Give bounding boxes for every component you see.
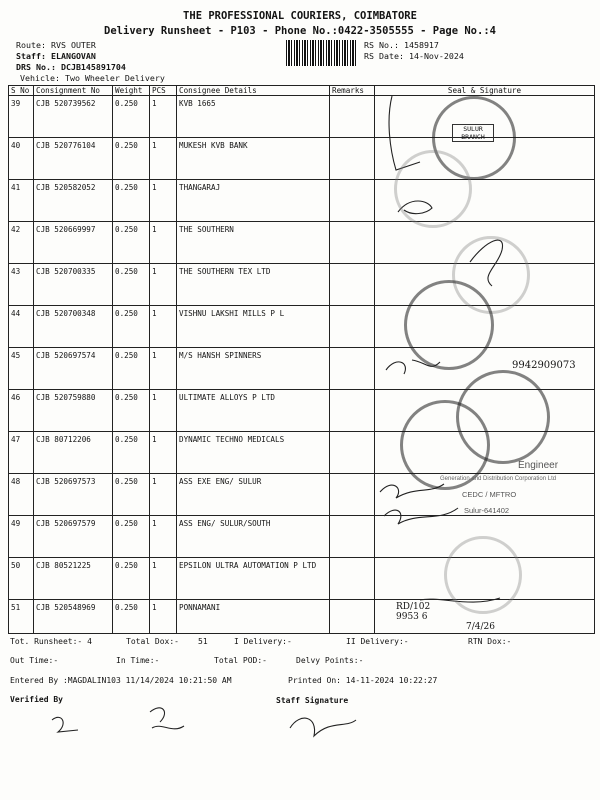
cell-sno: 48 <box>9 474 34 516</box>
staff-signature-label: Staff Signature <box>276 696 349 705</box>
cell-pcs: 1 <box>150 222 177 264</box>
cell-consignment: CJB 520697579 <box>34 516 113 558</box>
cell-weight: 0.250 <box>113 600 150 634</box>
cell-weight: 0.250 <box>113 180 150 222</box>
cell-sno: 40 <box>9 138 34 180</box>
cell-consignment: CJB 520669997 <box>34 222 113 264</box>
cell-sno: 50 <box>9 558 34 600</box>
col-remarks: Remarks <box>330 86 375 96</box>
cell-consignee: THE SOUTHERN <box>177 222 330 264</box>
cell-sno: 44 <box>9 306 34 348</box>
stamp-sulur-pin: Sulur-641402 <box>464 506 510 515</box>
cell-weight: 0.250 <box>113 432 150 474</box>
verified-signature-icon <box>150 708 184 729</box>
cell-pcs: 1 <box>150 390 177 432</box>
cell-pcs: 1 <box>150 138 177 180</box>
cell-weight: 0.250 <box>113 264 150 306</box>
cell-pcs: 1 <box>150 516 177 558</box>
delvy-points: Delvy Points:- <box>296 656 364 665</box>
col-seal-signature: Seal & Signature <box>375 86 595 96</box>
col-consignment: Consignment No <box>34 86 113 96</box>
rtn-dox: RTN Dox:- <box>468 637 512 646</box>
faint-stamp-icon <box>444 536 522 614</box>
stamp-engineer: Engineer <box>518 460 559 471</box>
cell-pcs: 1 <box>150 558 177 600</box>
drs-label: DRS No.: DCJB145891704 <box>16 62 126 72</box>
faint-stamp-icon <box>394 150 472 228</box>
cell-pcs: 1 <box>150 96 177 138</box>
printed-on: Printed On: 14-11-2024 10:22:27 <box>288 676 438 685</box>
col-weight: Weight <box>113 86 150 96</box>
cell-consignee: ULTIMATE ALLOYS P LTD <box>177 390 330 432</box>
cell-weight: 0.250 <box>113 138 150 180</box>
cell-weight: 0.250 <box>113 348 150 390</box>
cell-consignment: CJB 520697573 <box>34 474 113 516</box>
cell-consignment: CJB 80712206 <box>34 432 113 474</box>
cell-sno: 51 <box>9 600 34 634</box>
col-pcs: PCS <box>150 86 177 96</box>
cell-sno: 42 <box>9 222 34 264</box>
staff-signature-icon <box>290 718 356 736</box>
cell-sno: 47 <box>9 432 34 474</box>
cell-weight: 0.250 <box>113 306 150 348</box>
cell-consignment: CJB 520700348 <box>34 306 113 348</box>
cell-weight: 0.250 <box>113 474 150 516</box>
cell-consignee: ASS EXE ENG/ SULUR <box>177 474 330 516</box>
rs-date: RS Date: 14-Nov-2024 <box>364 51 464 61</box>
cell-consignee: PONNAMANI <box>177 600 330 634</box>
cell-consignee: MUKESH KVB BANK <box>177 138 330 180</box>
cell-weight: 0.250 <box>113 390 150 432</box>
stamp-corporation: Generation and Distribution Corporation Ltd <box>440 476 557 482</box>
signature-stroke-icon <box>384 508 458 524</box>
col-sno: S No <box>9 86 34 96</box>
cell-sno: 39 <box>9 96 34 138</box>
total-runsheet: Tot. Runsheet:- 4 <box>10 637 92 646</box>
cell-consignee: VISHNU LAKSHI MILLS P L <box>177 306 330 348</box>
vehicle-label: Vehicle: Two Wheeler Delivery <box>20 73 165 83</box>
cell-sno: 46 <box>9 390 34 432</box>
cell-pcs: 1 <box>150 180 177 222</box>
cell-pcs: 1 <box>150 600 177 634</box>
cell-consignment: CJB 520548969 <box>34 600 113 634</box>
cell-pcs: 1 <box>150 306 177 348</box>
cell-consignment: CJB 80521225 <box>34 558 113 600</box>
cell-consignment: CJB 520759880 <box>34 390 113 432</box>
verified-signature-icon <box>52 717 78 732</box>
cell-consignment: CJB 520697574 <box>34 348 113 390</box>
col-consignee: Consignee Details <box>177 86 330 96</box>
entered-by: Entered By :MAGDALIN103 11/14/2024 10:21:50 AM <box>10 676 232 685</box>
cell-weight: 0.250 <box>113 96 150 138</box>
stamp-cedc: CEDC / MFTRO <box>462 490 517 499</box>
staff-label: Staff: ELANGOVAN <box>16 51 96 61</box>
route-label: Route: RVS OUTER <box>16 40 96 50</box>
cell-consignment: CJB 520776104 <box>34 138 113 180</box>
cell-consignee: THANGARAJ <box>177 180 330 222</box>
cell-consignment: CJB 520700335 <box>34 264 113 306</box>
cell-sno: 43 <box>9 264 34 306</box>
cell-sno: 49 <box>9 516 34 558</box>
stamp-sulur-branch: SULUR BRANCH <box>452 124 494 142</box>
cell-consignee: THE SOUTHERN TEX LTD <box>177 264 330 306</box>
cell-consignee: KVB 1665 <box>177 96 330 138</box>
cell-weight: 0.250 <box>113 558 150 600</box>
runsheet-title: Delivery Runsheet - P103 - Phone No.:0422-3505555 - Page No.:4 <box>104 25 496 37</box>
cell-weight: 0.250 <box>113 516 150 558</box>
handwritten-date: 7/4/26 <box>466 622 495 632</box>
total-pod: Total POD:- <box>214 656 267 665</box>
cell-consignee: DYNAMIC TECHNO MEDICALS <box>177 432 330 474</box>
cell-consignment: CJB 520739562 <box>34 96 113 138</box>
verified-by: Verified By <box>10 695 63 704</box>
total-dox-value: 51 <box>198 637 208 646</box>
handwritten-phone: 9942909073 <box>512 360 576 371</box>
cell-consignee: EPSILON ULTRA AUTOMATION P LTD <box>177 558 330 600</box>
handwritten-ref: RD/102 9953 6 <box>396 602 431 622</box>
ii-delivery: II Delivery:- <box>346 637 409 646</box>
cell-pcs: 1 <box>150 474 177 516</box>
cell-consignee: ASS ENG/ SULUR/SOUTH <box>177 516 330 558</box>
cell-pcs: 1 <box>150 432 177 474</box>
cell-consignment: CJB 520582052 <box>34 180 113 222</box>
out-time: Out Time:- <box>10 656 59 665</box>
in-time: In Time:- <box>116 656 160 665</box>
cell-pcs: 1 <box>150 264 177 306</box>
mill-stamp-icon <box>404 280 494 370</box>
cell-sno: 41 <box>9 180 34 222</box>
rs-number: RS No.: 1458917 <box>364 40 439 50</box>
cell-consignee: M/S HANSH SPINNERS <box>177 348 330 390</box>
cell-sno: 45 <box>9 348 34 390</box>
i-delivery: I Delivery:- <box>234 637 292 646</box>
cell-pcs: 1 <box>150 348 177 390</box>
company-title: THE PROFESSIONAL COURIERS, COIMBATORE <box>183 10 417 22</box>
total-dox-label: Total Dox:- <box>126 637 179 646</box>
cell-weight: 0.250 <box>113 222 150 264</box>
